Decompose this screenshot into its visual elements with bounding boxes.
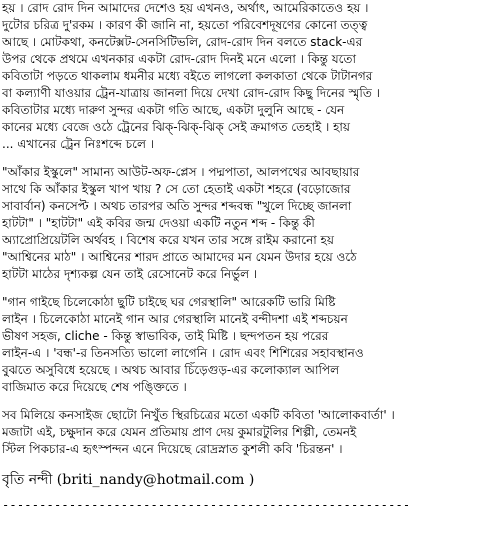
paragraph-gap xyxy=(2,153,474,164)
text-line: কবিতাটার মধ্যে দারুণ সুন্দর একটা গতি আছে, একটা দুলুনি আছে - যেন xyxy=(2,103,345,117)
text-line: লাইন । চিলেকোঠা মানেই গান আর গেরস্থালি মানেই বন্দীদশা এই শব্দচয়ন xyxy=(2,312,348,326)
text-line: বাজিমাত করে দিয়েছে শেষ পঙ্ক্তিতে । xyxy=(2,380,187,394)
paragraph-gap xyxy=(2,458,474,469)
paragraph-attic-song xyxy=(2,294,474,396)
text-line: মজাটা এই, চক্ষুদান করে যেমন প্রতিমায় প্রাণ দেয় কুমারটুলির শিল্পী, তেমনই xyxy=(2,425,357,439)
text-line: বুঝতে অসুবিধে হয়েছে । অথচ আবার চিঁড়েগুড়-এর কলোক্যাল আপিল xyxy=(2,363,340,377)
text-line: উপর থেকে প্রথমে এখনকার একটা রোদ-রোদ দিনই মনে এলো । কিন্তু যতো xyxy=(2,52,356,66)
author-signature: বৃতি নন্দী (briti_nandy@hotmail.com ) xyxy=(2,472,255,488)
text-line: হয় । রোদ রোদ দিন আমাদের দেশেও হয় এখনও, অর্থাৎ, আমেরিকাতেও হয় । xyxy=(2,1,369,15)
paragraph-gap xyxy=(2,396,474,407)
text-line: আছে । মোটকথা, কনটেক্সট-সেনসিটিভলি, রোদ-রোদ দিন বলতে stack-এর xyxy=(2,35,363,49)
text-line: অ্যাপ্রোপ্রিয়েটলি অর্থবহ । বিশেষ করে যখন তার সঙ্গে রাইম করানো হয় xyxy=(2,233,334,247)
paragraph-drawing-school xyxy=(2,164,474,283)
paragraph-gap xyxy=(2,283,474,294)
text-line: সাথে কি আঁকার ইস্কুল খাপ খায় ? সে তো হেতাই একটা শহরে (বড়োজোর xyxy=(2,182,351,196)
text-line: হাটটা মাঠের দৃশ্যকল্প যেন তাই রেসোনেট করে নির্ভুল । xyxy=(2,267,258,281)
text-line: কানের মধ্যে বেজে ওঠে ট্রেনের ঝিক্-ঝিক্-ঝিক্ সেই ক্রমাগত তেহাই । হায় xyxy=(2,120,350,134)
divider-line: ------------------------------------------------------- xyxy=(2,498,411,512)
text-line: কবিতাটা পড়তে থাকলাম ধমনীর মধ্যে বইতে লাগলো কলকাতা থেকে টাটানগর xyxy=(2,69,373,83)
text-line: ভীষণ সহজ, cliche - কিন্তু স্বাভাবিক, তাই মিষ্টি । ছন্দপতন হয় পরের xyxy=(2,329,329,343)
paragraph-conclusion xyxy=(2,407,474,458)
text-line: "গান গাইছে চিলেকোঠা ছুটি চাইছে ঘর গেরস্থালি" আরেকটি ভারি মিষ্টি xyxy=(2,295,336,309)
text-line: লাইন-এ । 'বন্ধ'-র তিনসত্যি ভালো লাগেনি । রোদ এবং শিশিরের সহাবস্থানও xyxy=(2,346,364,360)
text-line: "আঁকার ইস্কুলে" সামান্য আউট-অফ-প্লেস । পদ্মপাতা, আলপথের আবছায়ার xyxy=(2,165,360,179)
text-line: বা কল্যাণী যাওয়ার ট্রেন-যাত্রায় জানলা দিয়ে দেখা রোদ-রোদ কিছু দিনের স্মৃতি । xyxy=(2,86,380,100)
text-line: "আশ্বিনের মাঠ" । আশ্বিনের শারদ প্রাতে আমাদের মন যেমন উদার হয়ে ওঠে xyxy=(2,250,357,264)
text-line: সাবার্বান) কনসেপ্ট । অথচ তারপর অতি সুন্দর শব্দবন্ধ "খুলে দিচ্ছে জানলা xyxy=(2,199,352,213)
paragraph-rainy-days xyxy=(2,0,474,153)
text-line: স্টিল পিকচার-এ হৃৎস্পন্দন এনে দিয়েছে রোদ্রস্নাত কুশলী কবি 'চিরন্তন' । xyxy=(2,442,343,456)
text-line: ... এখানের ট্রেন নিঃশব্দে চলে । xyxy=(2,137,155,151)
text-line: সব মিলিয়ে কনসাইজ ছোটো নিখুঁত স্থিরচিত্রের মতো একটি কবিতা 'আলোকবার্তা' । xyxy=(2,408,395,422)
text-line: দুটোর চরিত্র দু'রকম । কারণ কী জানি না, হয়তো পরিবেশদূষণের কোনো তত্ত্ব xyxy=(2,18,368,32)
text-line: হাটটা" । "হাটটা" এই কবির জন্ম দেওয়া একটি নতুন শব্দ - কিন্তু কী xyxy=(2,216,315,230)
